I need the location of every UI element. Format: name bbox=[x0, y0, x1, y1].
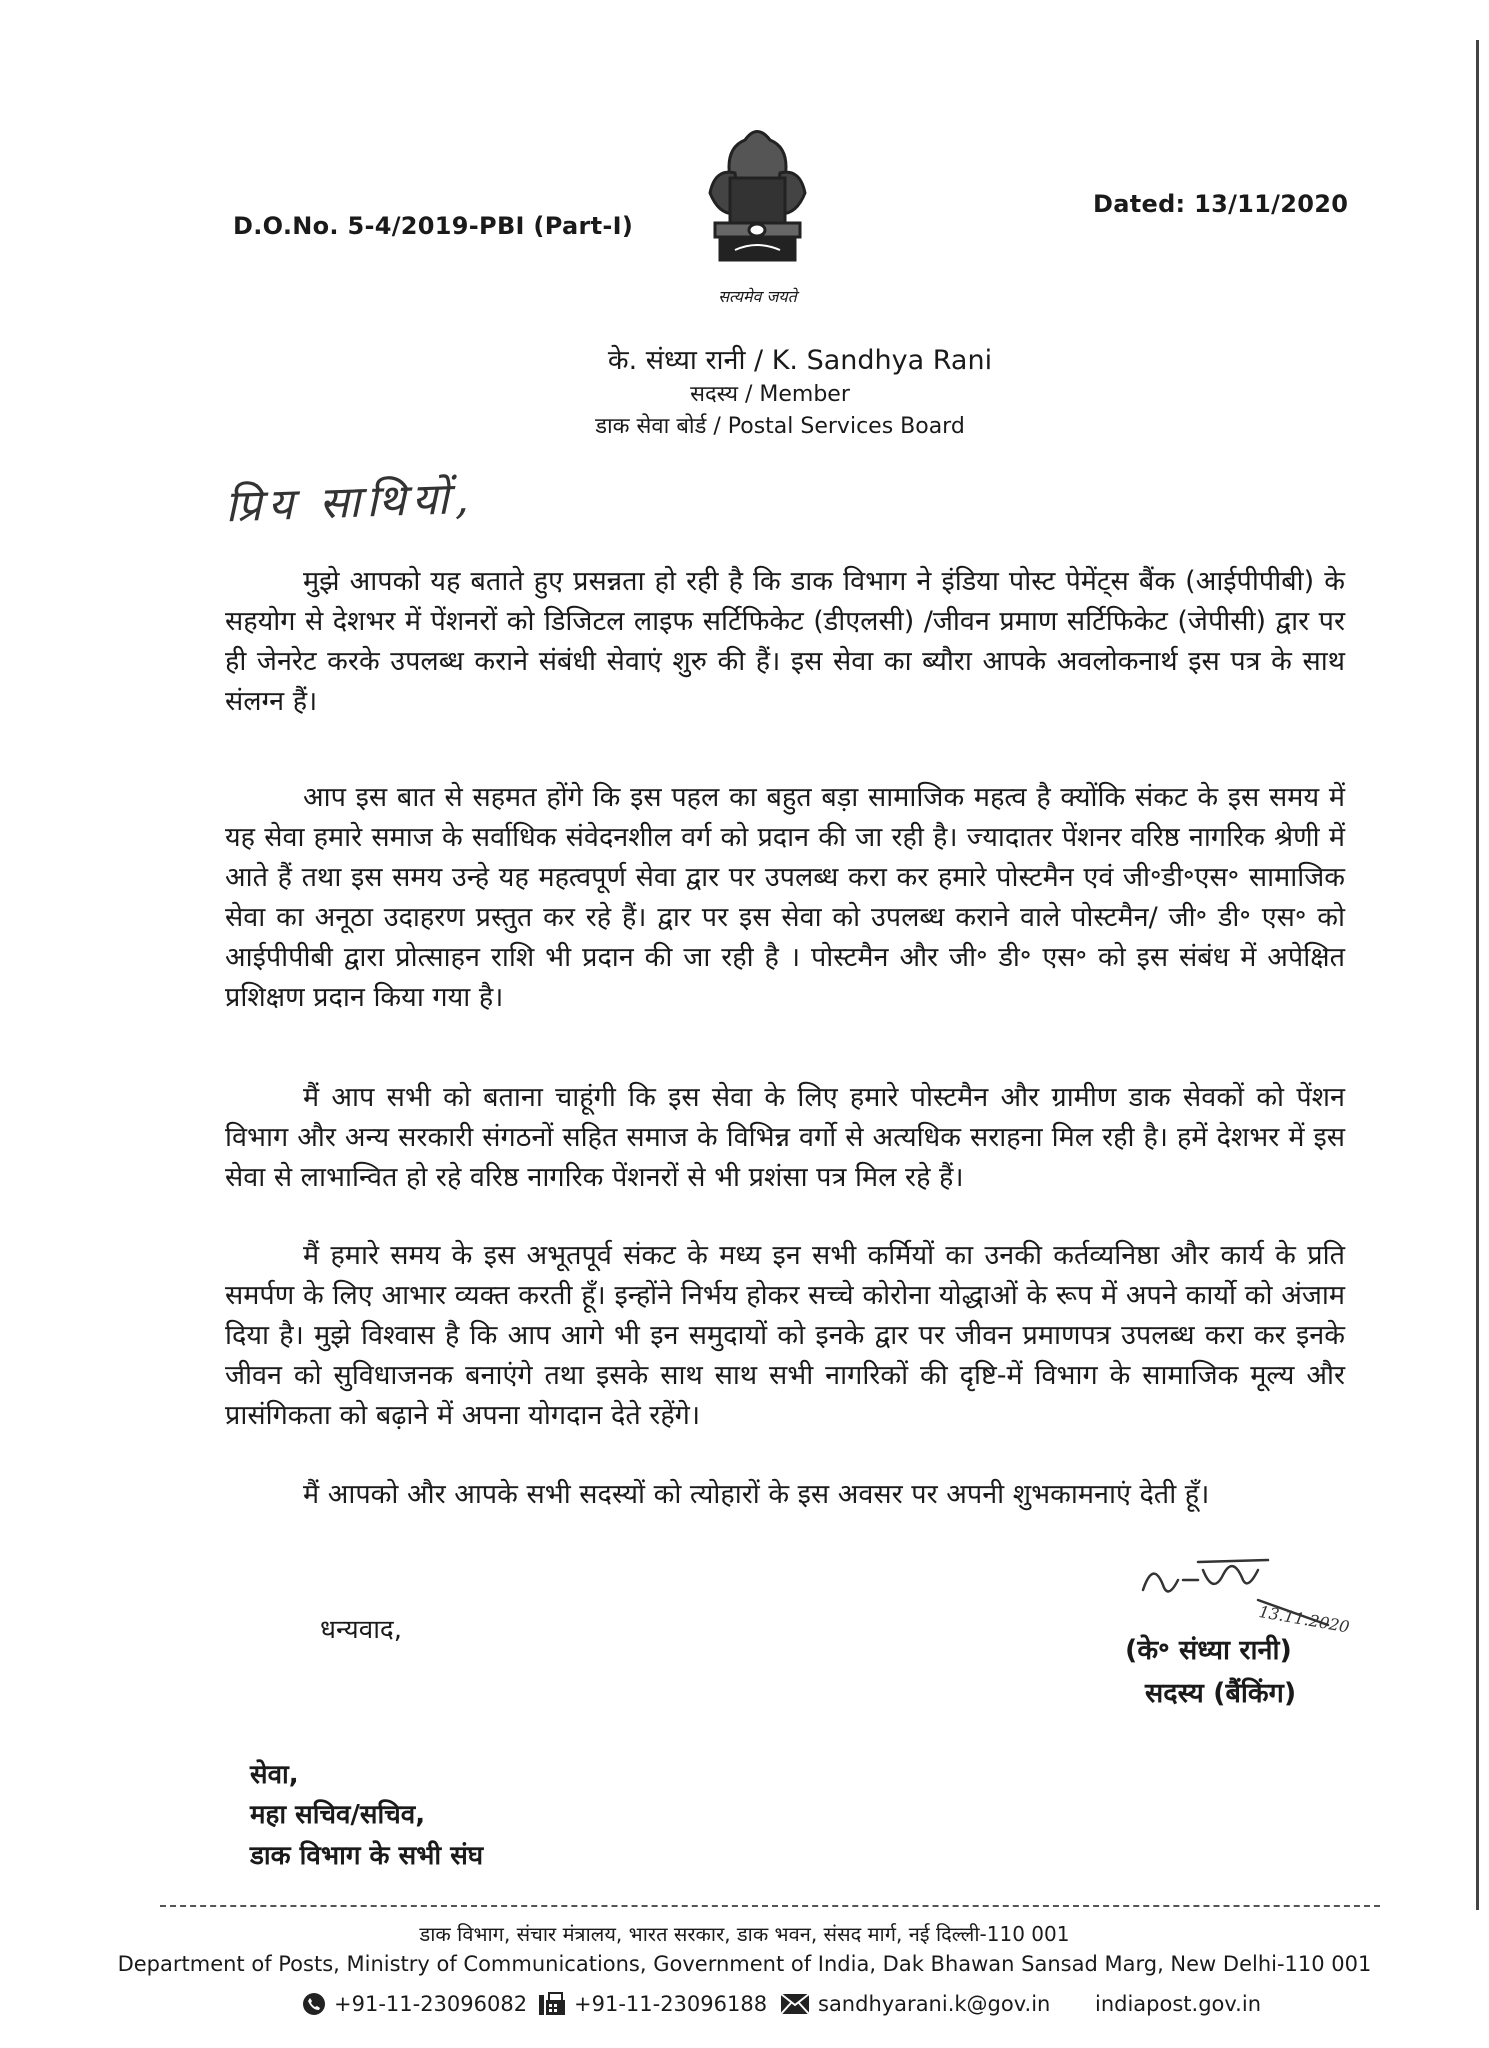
signatory-name: (के॰ संध्या रानी) bbox=[1125, 1635, 1292, 1666]
paragraph-4: मैं हमारे समय के इस अभूतपूर्व संकट के मध्य इन सभी कर्मियों का उनकी कर्तव्यनिष्ठा और कार्य के प्रति समर्पण के लिए आभार व्यक्त करती हूँ। इन्होंने निर्भय होकर सच्चे कोरोना योद्धाओं के रूप में अपने कार्यो को अंजाम दिया है। मुझे विश्वास है कि आप आगे भी इन समुदायों को इनके द्वार पर जीवन प्रमाणपत्र उपलब्ध करा कर इनके जीवन को सुविधाजनक बनाएंगे तथा इसके साथ साथ सभी नागरिकों की दृष्टि-में विभाग के सामाजिक मूल्य और प्रासंगिकता को बढ़ाने में अपना योगदान देते रहेंगे। bbox=[225, 1240, 1345, 1431]
envelope-icon bbox=[780, 1993, 810, 2015]
reference-number: D.O.No. 5-4/2019-PBI (Part-I) bbox=[233, 212, 634, 240]
fax-icon bbox=[538, 1992, 566, 2016]
page-edge-line bbox=[1476, 40, 1479, 1910]
signatory-designation: सदस्य (बैंकिंग) bbox=[1145, 1678, 1297, 1709]
addressee-line-3: डाक विभाग के सभी संघ bbox=[250, 1841, 484, 1871]
handwritten-signature bbox=[1138, 1550, 1351, 1640]
closing-thanks: धन्यवाद, bbox=[320, 1615, 403, 1645]
national-emblem-icon bbox=[690, 118, 825, 278]
handwritten-salutation: प्रिय साथियों, bbox=[224, 472, 476, 533]
email-link[interactable]: sandhyarani.k@gov.in bbox=[818, 1992, 1051, 2016]
footer-address-english: Department of Posts, Ministry of Communications, Government of India, Dak Bhawan Sansad Marg, New Delhi-110 001 bbox=[117, 1952, 1372, 1976]
phone-number[interactable]: +91-11-23096082 bbox=[334, 1992, 528, 2016]
footer-website bbox=[1095, 1992, 1261, 2016]
footer-fax bbox=[538, 1992, 767, 2016]
sender-member: सदस्य / Member bbox=[690, 382, 850, 407]
paragraph-1: मुझे आपको यह बताते हुए प्रसन्नता हो रही है कि डाक विभाग ने इंडिया पोस्ट पेमेंट्स बैंक (आईपीपीबी) के सहयोग से देशभर में पेंशनरों को डिजिटल लाइफ सर्टिफिकेट (डीएलसी) /जीवन प्रमाण सर्टिफिकेट (जेपीसी) द्वार पर ही जेनरेट करके उपलब्ध कराने संबंधी सेवाएं शुरु की हैं। इस सेवा का ब्यौरा आपके अवलोकनार्थ इस पत्र के साथ संलग्न हैं। bbox=[225, 566, 1345, 717]
footer-address-hindi: डाक विभाग, संचार मंत्रालय, भारत सरकार, डाक भवन, संसद मार्ग, नई दिल्ली-110 001 bbox=[419, 1922, 1070, 1946]
paragraph-2: आप इस बात से सहमत होंगे कि इस पहल का बहुत बड़ा सामाजिक महत्व है क्योंकि संकट के इस समय में यह सेवा हमारे समाज के सर्वाधिक संवेदनशील वर्ग को प्रदान की जा रही है। ज्यादातर पेंशनर वरिष्ठ नागरिक श्रेणी में आते हैं तथा इस समय उन्हे यह महत्वपूर्ण सेवा द्वार पर उपलब्ध करा कर हमारे पोस्टमैन एवं जी॰डी॰एस॰ सामाजिक सेवा का अनूठा उदाहरण प्रस्तुत कर रहे हैं। द्वार पर इस सेवा को उपलब्ध कराने वाले पोस्टमैन/ जी॰ डी॰ एस॰ को आईपीपीबी द्वारा प्रोत्साहन राशि भी प्रदान की जा रही है । पोस्टमैन और जी॰ डी॰ एस॰ को इस संबंध में अपेक्षित प्रशिक्षण प्रदान किया गया है। bbox=[225, 782, 1345, 1013]
svg-text:13.11.2020: 13.11.2020 bbox=[1257, 1601, 1351, 1637]
letter-date: Dated: 13/11/2020 bbox=[1093, 190, 1349, 218]
addressee-line-1: सेवा, bbox=[250, 1760, 299, 1790]
addressee-line-2: महा सचिव/सचिव, bbox=[250, 1800, 426, 1830]
phone-icon bbox=[302, 1992, 326, 2016]
paragraph-3: मैं आप सभी को बताना चाहूंगी कि इस सेवा के लिए हमारे पोस्टमैन और ग्रामीण डाक सेवकों को पेंशन विभाग और अन्य सरकारी संगठनों सहित समाज के विभिन्न वर्गो से अत्यधिक सराहना मिल रही है। हमें देशभर में इस सेवा से लाभान्वित हो रहे वरिष्ठ नागरिक पेंशनरों से भी प्रशंसा पत्र मिल रहे हैं। bbox=[225, 1082, 1345, 1193]
sender-name: के. संध्या रानी / K. Sandhya Rani bbox=[607, 345, 993, 376]
sender-board: डाक सेवा बोर्ड / Postal Services Board bbox=[595, 414, 965, 439]
footer-email bbox=[780, 1992, 1050, 2016]
footer-divider bbox=[160, 1905, 1380, 1907]
paragraph-5: मैं आपको और आपके सभी सदस्यों को त्योहारों के इस अवसर पर अपनी शुभकामनाएं देती हूँ। bbox=[303, 1479, 1210, 1510]
emblem-motto: सत्यमेव जयते bbox=[718, 287, 797, 306]
fax-number[interactable]: +91-11-23096188 bbox=[574, 1992, 768, 2016]
website-link[interactable]: indiapost.gov.in bbox=[1095, 1992, 1262, 2016]
footer-phone bbox=[302, 1992, 527, 2016]
